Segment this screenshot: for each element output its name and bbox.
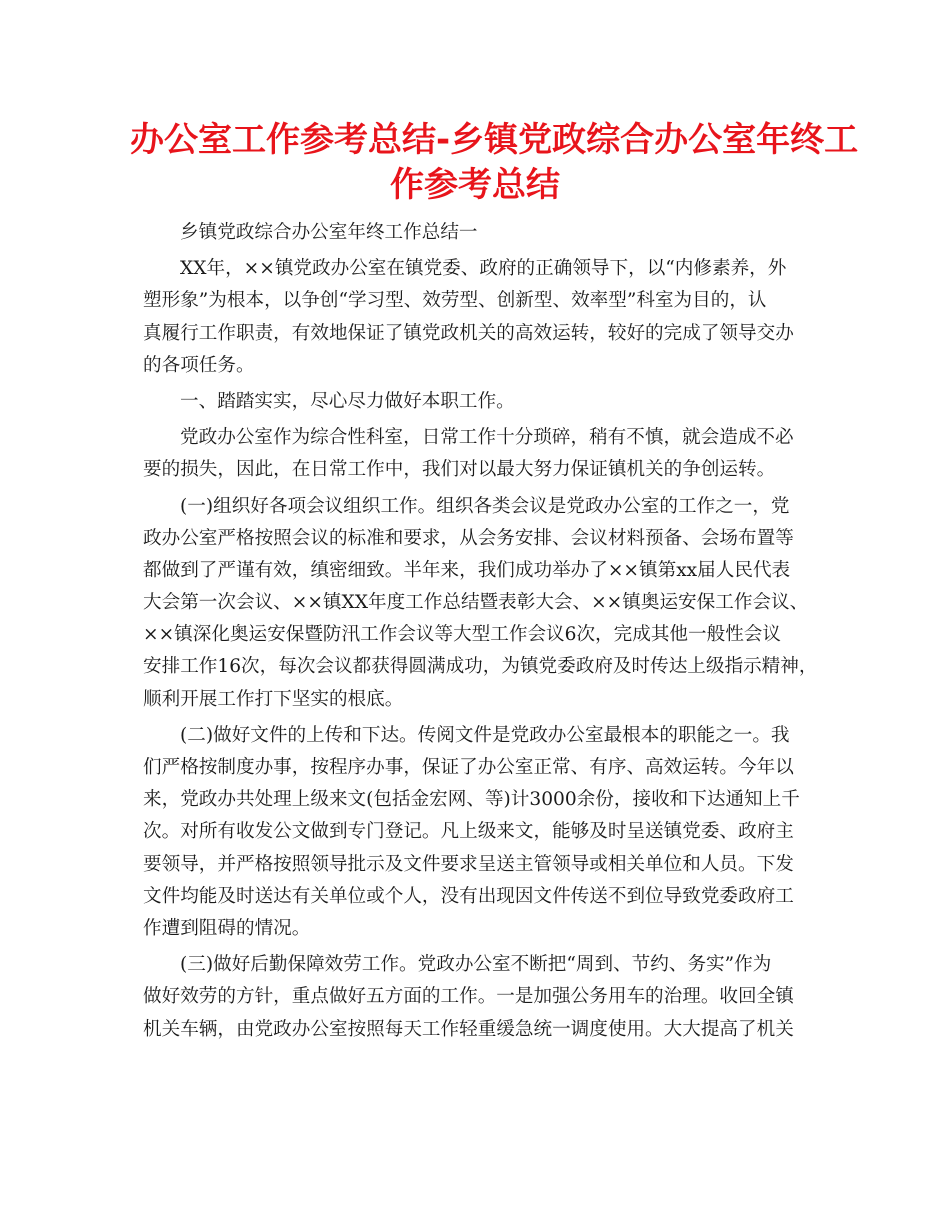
- text-line: 的各项任务。: [143, 354, 255, 376]
- paragraph-documents: [143, 720, 813, 945]
- text-line: 塑形象”为根本，以争创“学习型、效劳型、创新型、效率型”科室为目的，认: [143, 290, 767, 312]
- paragraph-office-role: [143, 422, 813, 486]
- text-line: 真履行工作职责，有效地保证了镇党政机关的高效运转，较好的完成了领导交办: [143, 322, 794, 344]
- text-line: 们严格按制度办事，按程序办事，保证了办公室正常、有序、高效运转。今年以: [143, 757, 794, 778]
- document-body: [143, 217, 818, 1046]
- title-line: 办公室工作参考总结-乡镇党政综合办公室年终工: [130, 120, 859, 160]
- document-title: [130, 118, 859, 208]
- paragraph-meetings: [143, 491, 818, 716]
- section-heading: [143, 386, 813, 418]
- text-line: 要领导，并严格按照领导批示及文件要求呈送主管领导或相关单位和人员。下发: [143, 853, 794, 875]
- text-line: 要的损失，因此，在日常工作中，我们对以最大努力保证镇机关的争创运转。: [143, 459, 776, 481]
- paragraph-logistics: [143, 949, 813, 1046]
- text-line: 做好效劳的方针，重点做好五方面的工作。一是加强公务用车的治理。收回全镇: [143, 986, 794, 1008]
- text-line: 文件均能及时送达有关单位或个人，没有出现因文件传送不到位导致党委政府工: [143, 885, 794, 907]
- text-line: 次。对所有收发公文做到专门登记。凡上级来文，能够及时呈送镇党委、政府主: [143, 821, 794, 843]
- text-line: 乡镇党政综合办公室年终工作总结一: [180, 222, 478, 243]
- text-line: (一)组织好各项会议组织工作。组织各类会议是党政办公室的工作之一，党: [180, 495, 790, 517]
- text-line: 机关车辆，由党政办公室按照每天工作轻重缓急统一调度使用。大大提高了机关: [143, 1018, 794, 1040]
- text-line: ××镇深化奥运安保暨防汛工作会议等大型工作会议6次，完成其他一般性会议: [143, 624, 781, 646]
- text-line: 政办公室严格按照会议的标准和要求，从会务安排、会议材料预备、会场布置等: [143, 527, 794, 549]
- text-line: 来，党政办共处理上级来文(包括金宏网、等)计3000余份，接收和下达通知上千: [143, 789, 800, 811]
- paragraph-intro: [143, 253, 813, 382]
- text-line: 党政办公室作为综合性科室，日常工作十分琐碎，稍有不慎，就会造成不必: [180, 427, 794, 449]
- text-line: XX年，××镇党政办公室在镇党委、政府的正确领导下，以“内修素养，外: [180, 258, 787, 280]
- text-line: (三)做好后勤保障效劳工作。党政办公室不断把“周到、节约、务实”作为: [180, 954, 772, 976]
- text-line: (二)做好文件的上传和下达。传阅文件是党政办公室最根本的职能之一。我: [180, 724, 790, 746]
- text-line: 大会第一次会议、××镇XX年度工作总结暨表彰大会、××镇奥运安保工作会议、: [143, 592, 809, 614]
- text-line: 顺利开展工作打下坚实的根底。: [143, 688, 404, 710]
- text-line: 作遭到阻碍的情况。: [143, 917, 311, 939]
- text-line: 一、踏踏实实，尽心尽力做好本职工作。: [180, 390, 515, 412]
- paragraph-subtitle: [143, 217, 813, 249]
- title-line: 作参考总结: [390, 165, 560, 205]
- text-line: 都做到了严谨有效，缜密细致。半年来，我们成功举办了××镇第xx届人民代表: [143, 559, 791, 581]
- text-line: 安排工作16次，每次会议都获得圆满成功，为镇党委政府及时传达上级指示精神，: [143, 656, 818, 678]
